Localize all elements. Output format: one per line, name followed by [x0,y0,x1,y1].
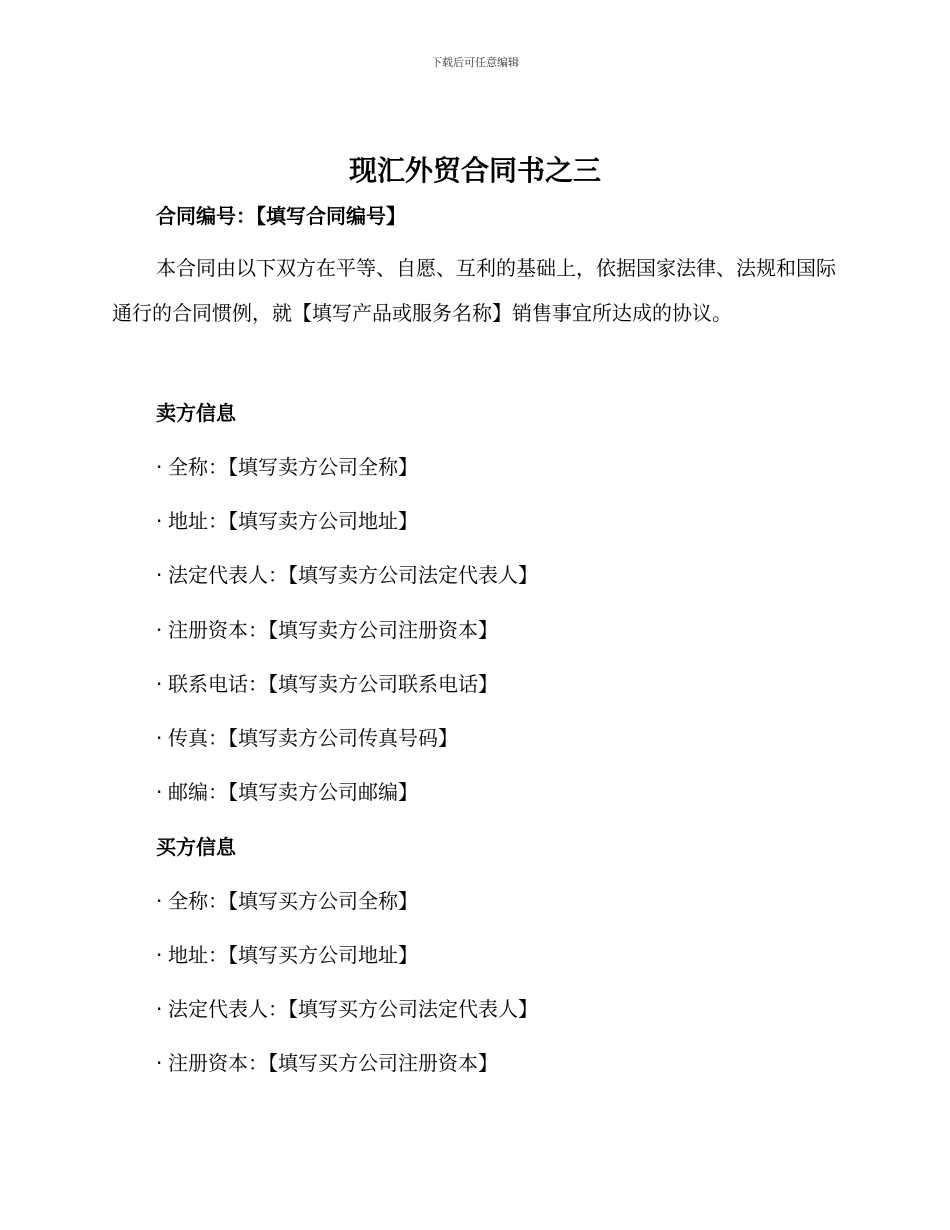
seller-heading: 卖方信息 [156,401,236,425]
buyer-item [156,885,418,914]
bullet-icon: · [156,672,163,696]
buyer-item [156,993,538,1022]
seller-item-text: 地址：【填写卖方公司地址】 [168,509,418,533]
seller-item-text: 邮编：【填写卖方公司邮编】 [168,780,418,804]
seller-item-text: 法定代表人：【填写卖方公司法定代表人】 [168,563,538,587]
seller-item [156,614,498,643]
header-note: 下载后可任意编辑 [431,56,519,69]
bullet-icon: · [156,455,163,479]
seller-item-text: 联系电话：【填写卖方公司联系电话】 [168,672,498,696]
contract-number: 合同编号：【填写合同编号】 [156,204,406,228]
bullet-icon: · [156,780,163,804]
seller-item-text: 注册资本：【填写卖方公司注册资本】 [168,618,498,642]
bullet-icon: · [156,889,163,913]
buyer-heading: 买方信息 [156,835,236,859]
bullet-icon: · [156,943,163,967]
bullet-icon: · [156,726,163,750]
seller-item [156,559,538,588]
bullet-icon: · [156,563,163,587]
bullet-icon: · [156,997,163,1021]
bullet-icon: · [156,509,163,533]
buyer-item [156,1047,498,1076]
seller-item-text: 全称：【填写卖方公司全称】 [168,455,418,479]
buyer-item-text: 全称：【填写买方公司全称】 [168,889,418,913]
seller-item [156,668,498,697]
seller-item [156,776,418,805]
buyer-item [156,939,418,968]
seller-item-text: 传真：【填写卖方公司传真号码】 [168,726,458,750]
bullet-icon: · [156,1051,163,1075]
bullet-icon: · [156,618,163,642]
seller-item [156,505,418,534]
intro-paragraph: 本合同由以下双方在平等、自愿、互利的基础上，依据国家法律、法规和国际通行的合同惯例，就【填写产品或服务名称】销售事宜所达成的协议。 [112,256,836,325]
buyer-item-text: 注册资本：【填写买方公司注册资本】 [168,1051,498,1075]
buyer-item-text: 地址：【填写买方公司地址】 [168,943,418,967]
seller-item [156,451,418,480]
buyer-item-text: 法定代表人：【填写买方公司法定代表人】 [168,997,538,1021]
seller-item [156,722,458,751]
document-title: 现汇外贸合同书之三 [348,154,601,187]
